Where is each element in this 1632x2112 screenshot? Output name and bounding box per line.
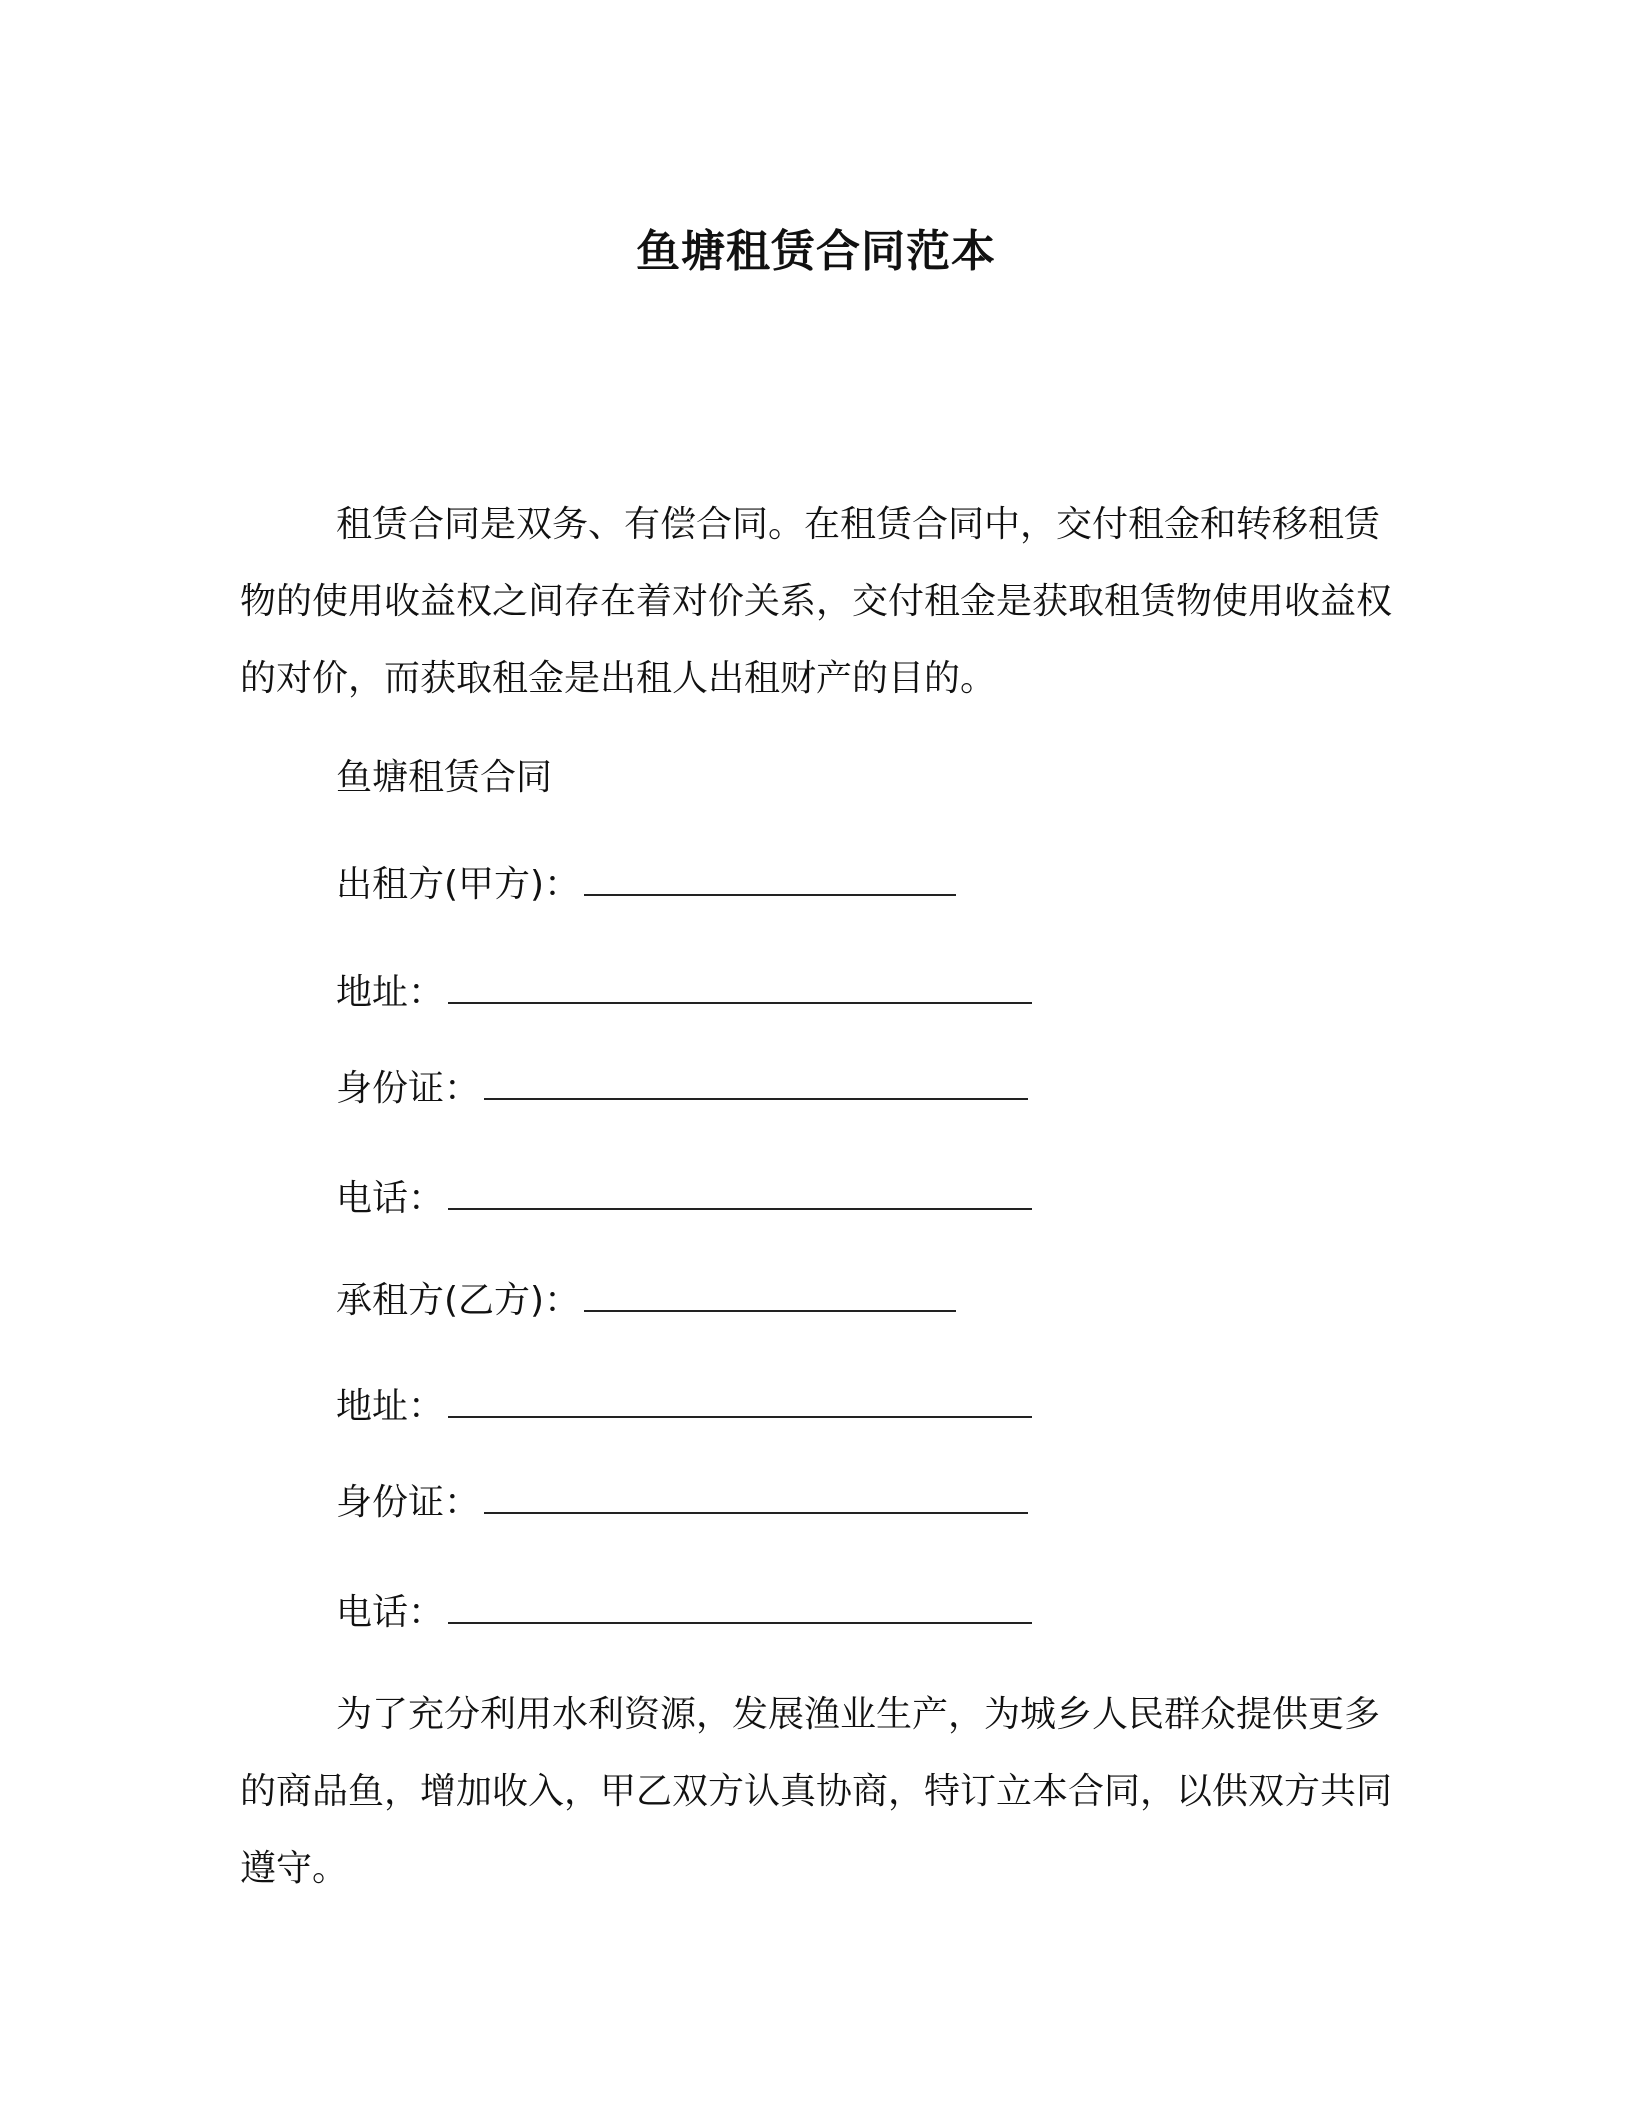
lessor-id-line [336, 1064, 1028, 1114]
lessor-party-label: 出租方(甲方)： [336, 864, 581, 905]
lessor-address-label: 地址： [336, 972, 445, 1013]
document-title: 鱼塘租赁合同范本 [636, 226, 996, 277]
lessee-address-line [336, 1382, 1032, 1432]
lessor-party-line [336, 860, 956, 910]
purpose-paragraph: 为了充分利用水利资源，发展渔业生产，为城乡人民群众提供更多的商品鱼，增加收入，甲乙双方认真协商，特订立本合同，以供双方共同遵守。 [240, 1694, 1393, 1889]
lessor-address-line [336, 968, 1032, 1018]
lessee-party-blank[interactable] [584, 1280, 956, 1312]
intro-paragraph: 租赁合同是双务、有偿合同。在租赁合同中，交付租金和转移租赁物的使用收益权之间存在着对价关系，交付租金是获取租赁物使用收益权的对价，而获取租金是出租人出租财产的目的。 [240, 504, 1393, 699]
lessor-address-blank[interactable] [448, 972, 1032, 1004]
lessee-party-line [336, 1276, 956, 1326]
lessee-id-line [336, 1478, 1028, 1528]
lessee-address-label: 地址： [336, 1386, 445, 1427]
lessee-party-label: 承租方(乙方)： [336, 1280, 581, 1321]
lessee-id-blank[interactable] [484, 1482, 1028, 1514]
lessor-id-blank[interactable] [484, 1068, 1028, 1100]
lessor-party-blank[interactable] [584, 864, 956, 896]
lessor-phone-blank[interactable] [448, 1178, 1032, 1210]
lessee-address-blank[interactable] [448, 1386, 1032, 1418]
lessee-id-label: 身份证： [336, 1482, 481, 1523]
lessee-phone-blank[interactable] [448, 1592, 1032, 1624]
lessor-id-label: 身份证： [336, 1068, 481, 1109]
lessor-phone-line [336, 1174, 1032, 1224]
lessor-phone-label: 电话： [336, 1178, 445, 1219]
lessee-phone-line [336, 1588, 1032, 1638]
lessee-phone-label: 电话： [336, 1592, 445, 1633]
contract-heading: 鱼塘租赁合同 [336, 757, 553, 798]
